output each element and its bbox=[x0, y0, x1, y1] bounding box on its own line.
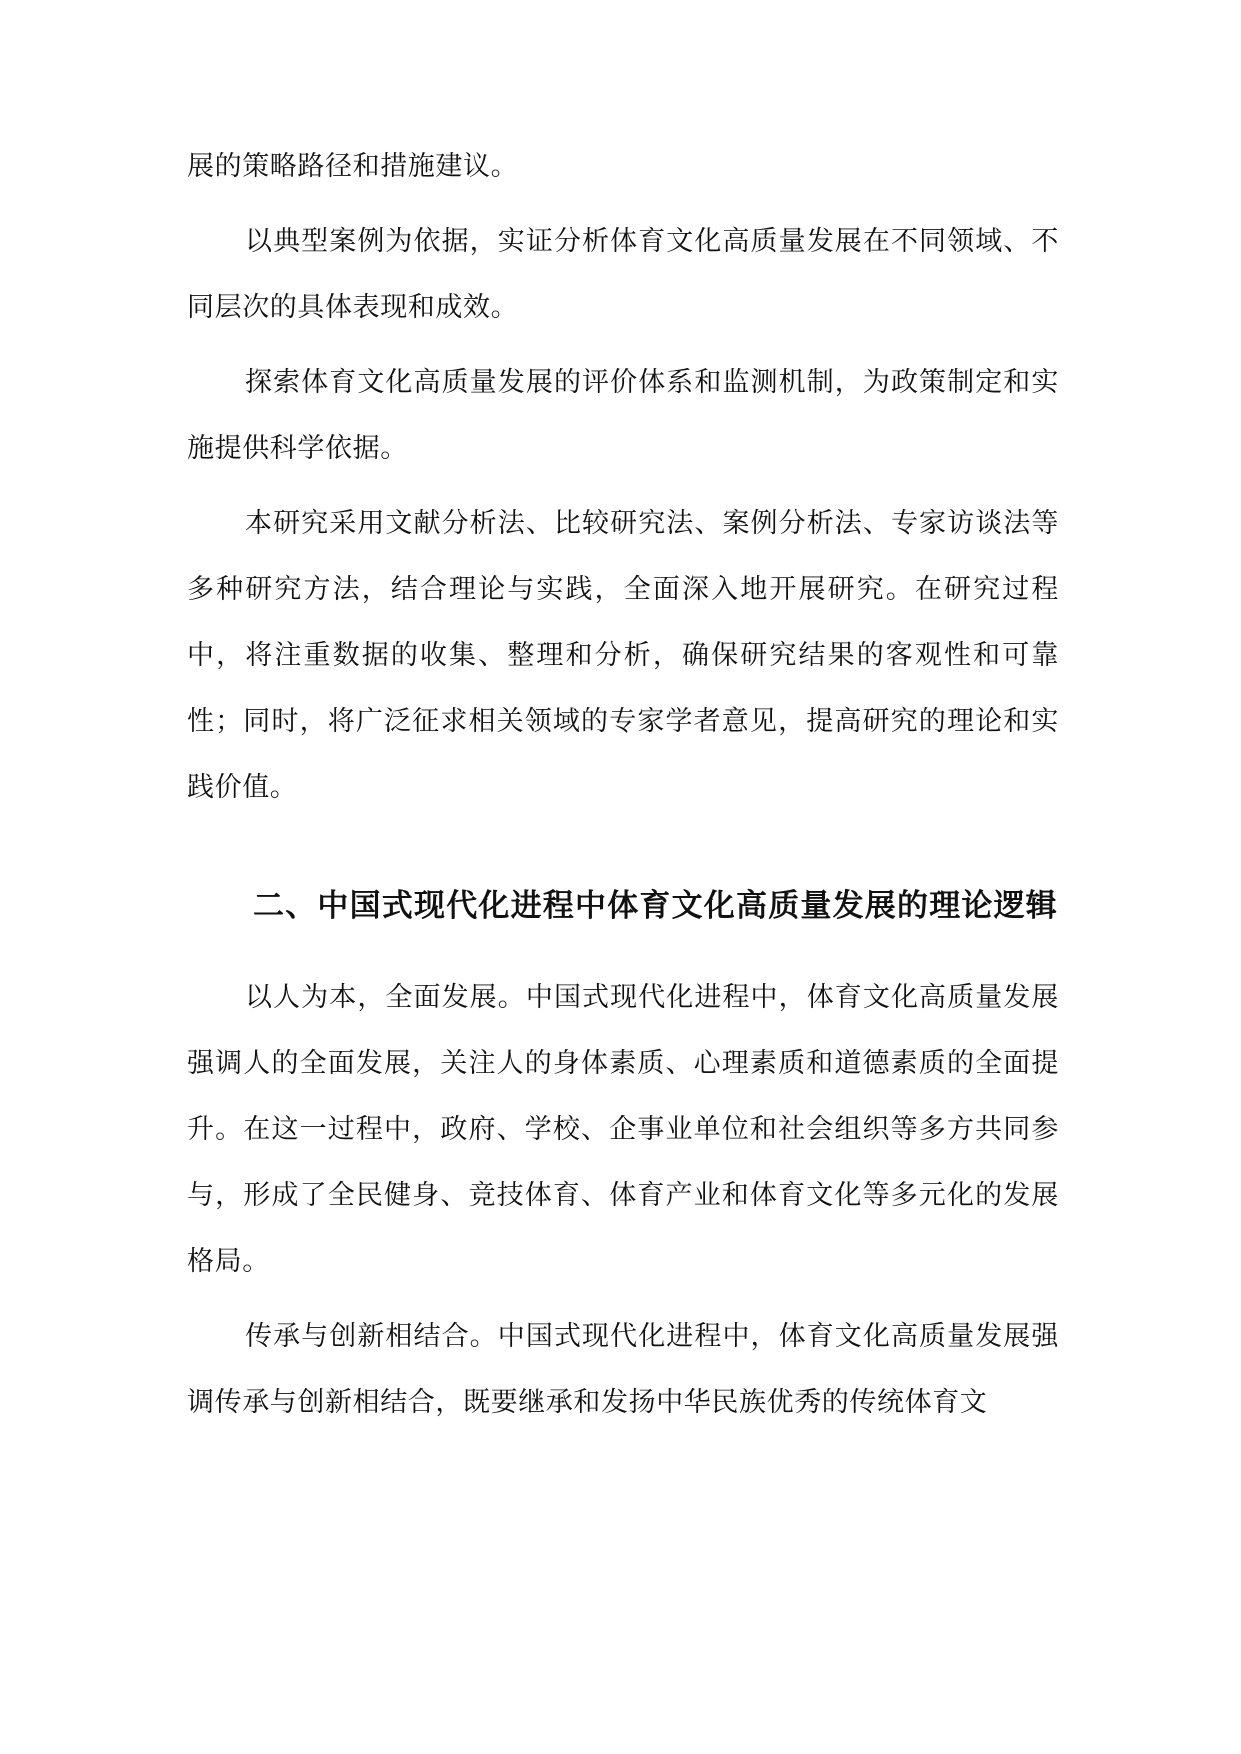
paragraph-case-analysis: 以典型案例为依据，实证分析体育文化高质量发展在不同领域、不同层次的具体表现和成效。 bbox=[187, 226, 1059, 323]
paragraph-inheritance-innovation: 传承与创新相结合。中国式现代化进程中，体育文化高质量发展强调传承与创新相结合，既要继承和发扬中华民族优秀的传统体育文 bbox=[187, 1321, 1059, 1418]
paragraph-evaluation-system: 探索体育文化高质量发展的评价体系和监测机制，为政策制定和实施提供科学依据。 bbox=[187, 367, 1059, 464]
document-body bbox=[187, 134, 1059, 1445]
paragraph-research-methods: 本研究采用文献分析法、比较研究法、案例分析法、专家访谈法等多种研究方法，结合理论与实践，全面深入地开展研究。在研究过程中，将注重数据的收集、整理和分析，确保研究结果的客观性和可靠性；同时，将广泛征求相关领域的专家学者意见，提高研究的理论和实践价值。 bbox=[187, 508, 1059, 803]
paragraph-continuation: 展的策略路径和措施建议。 bbox=[187, 151, 519, 182]
section-heading: 二、中国式现代化进程中体育文化高质量发展的理论逻辑 bbox=[253, 888, 1058, 924]
paragraph-people-oriented: 以人为本，全面发展。中国式现代化进程中，体育文化高质量发展强调人的全面发展，关注人的身体素质、心理素质和道德素质的全面提升。在这一过程中，政府、学校、企事业单位和社会组织等多方共同参与，形成了全民健身、竞技体育、体育产业和体育文化等多元化的发展格局。 bbox=[187, 982, 1059, 1277]
